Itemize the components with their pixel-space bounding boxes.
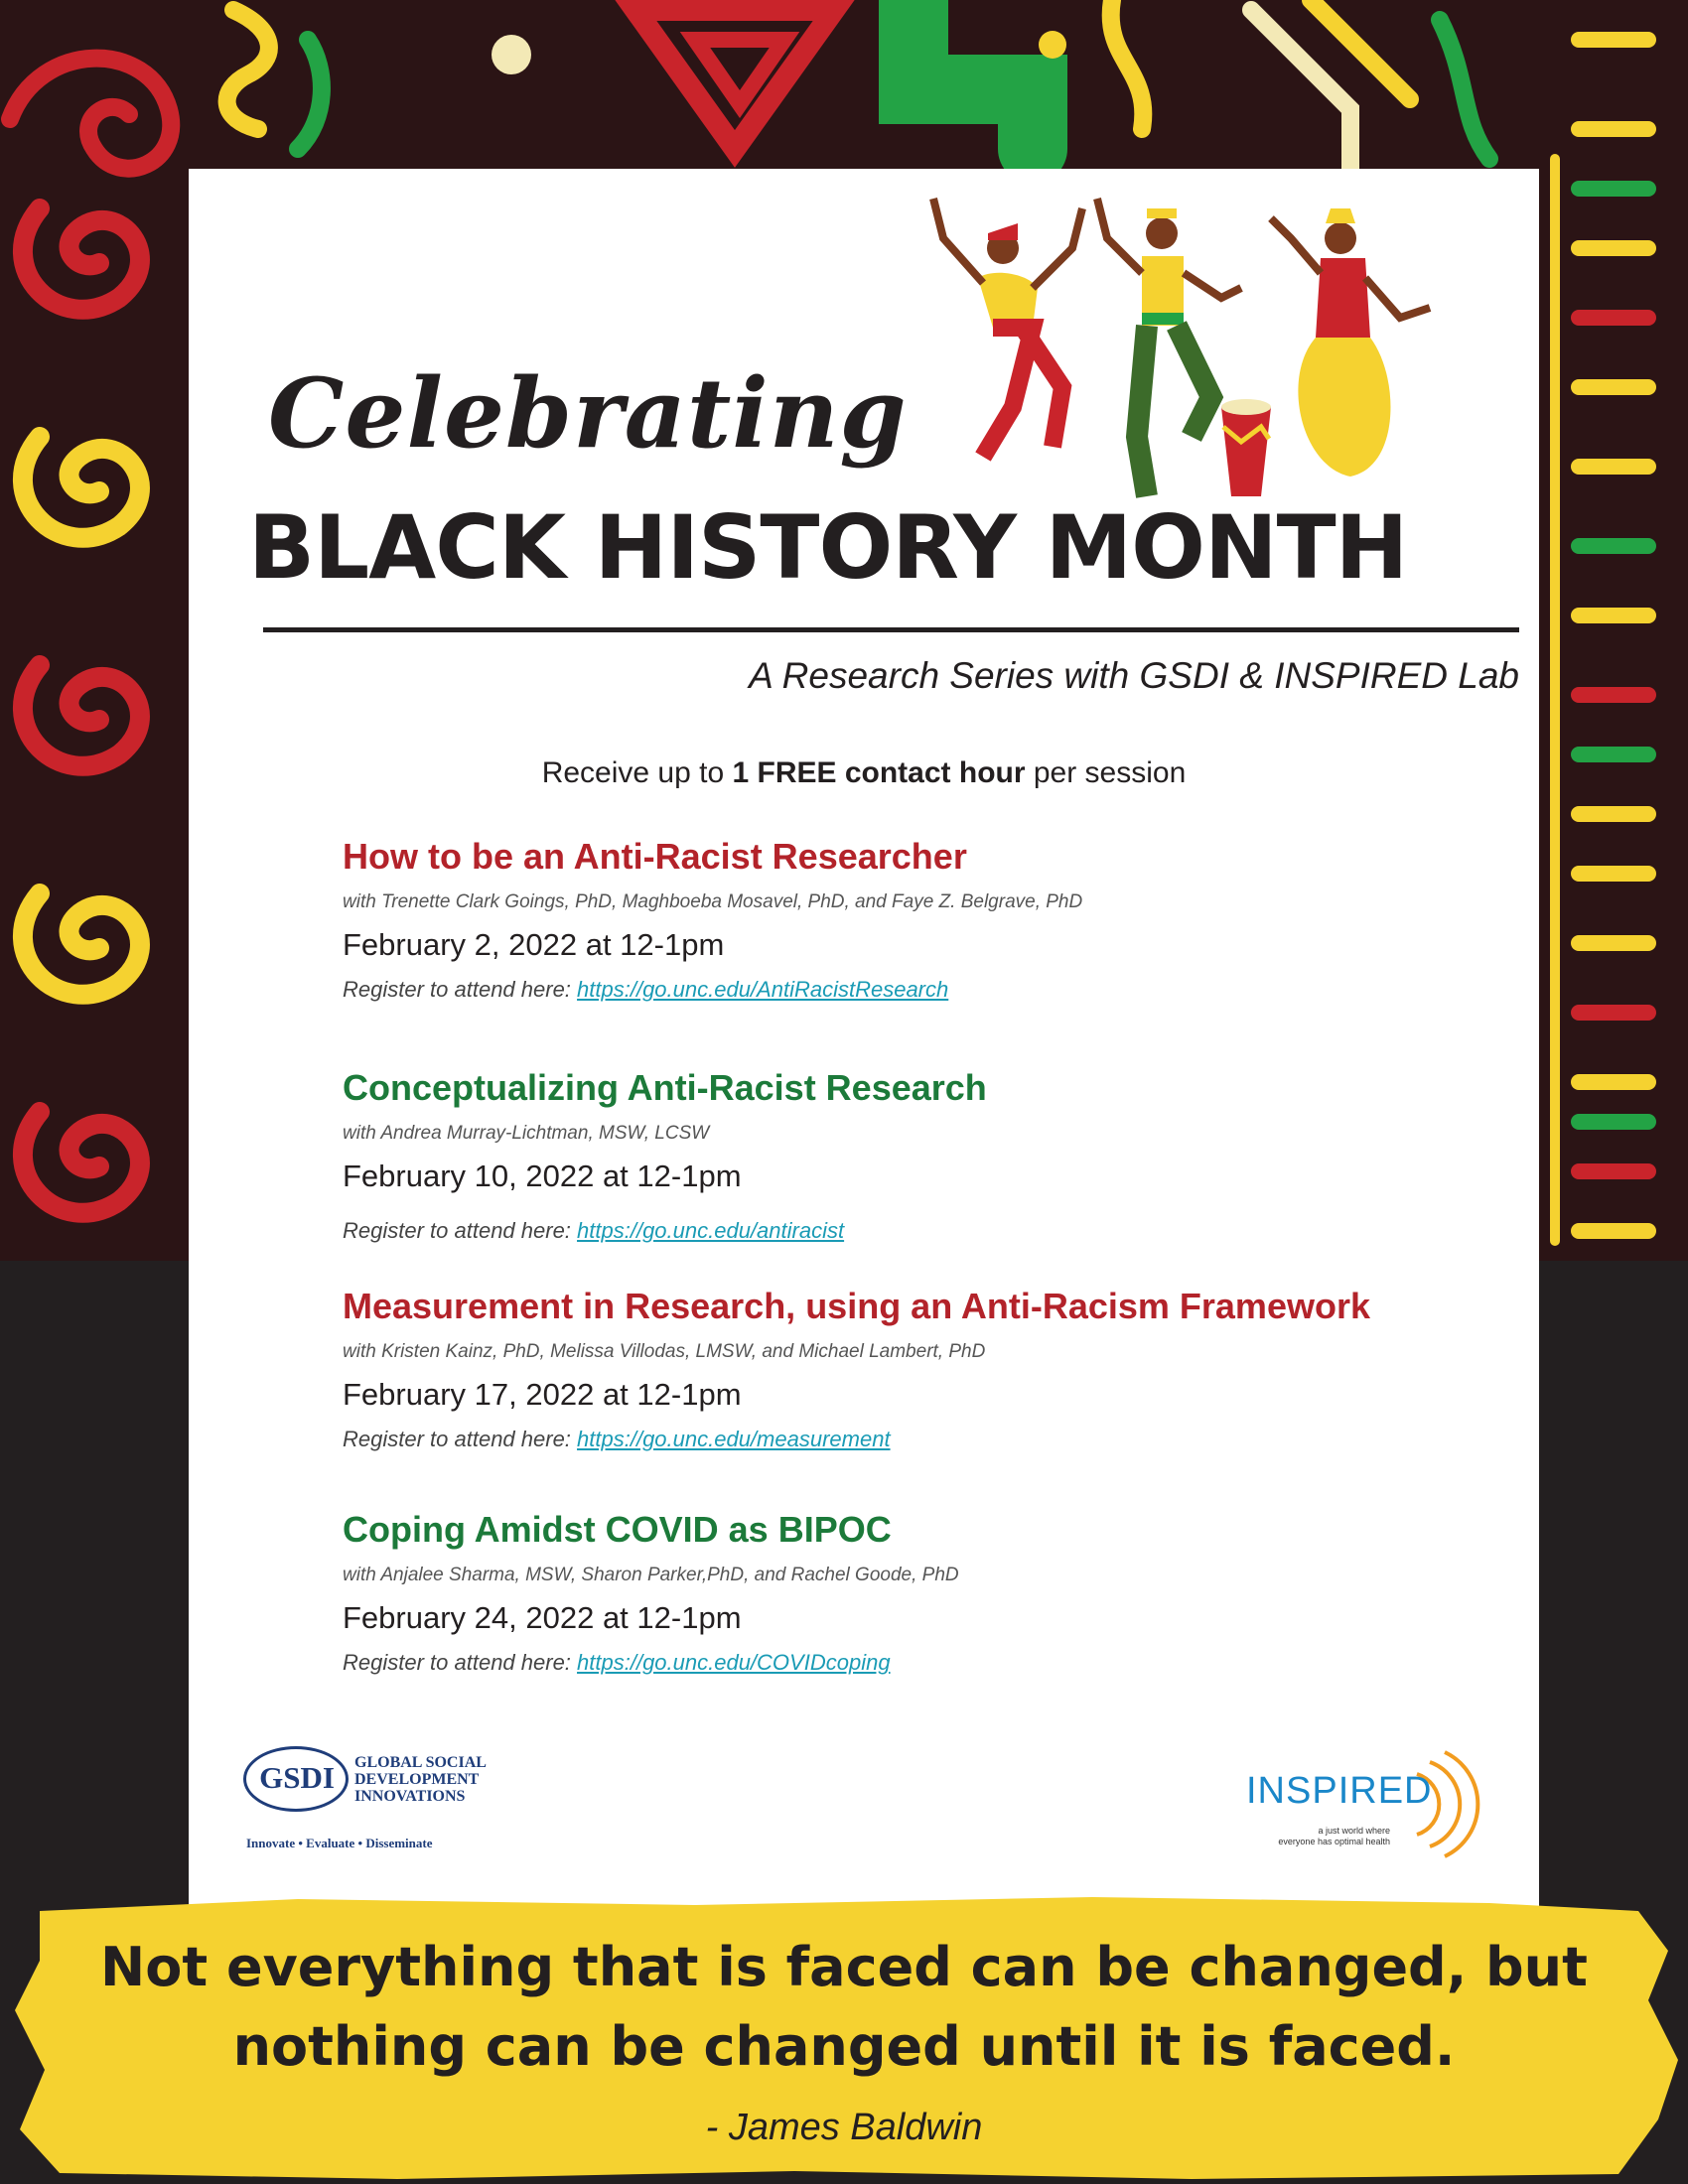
- register-label: Register to attend here:: [343, 977, 578, 1002]
- session-2: [343, 1067, 1484, 1244]
- quote-line1: Not everything that is faced can be changed, but: [100, 1936, 1588, 1998]
- session-presenters: with Trenette Clark Goings, PhD, Maghboeba Mosavel, PhD, and Faye Z. Belgrave, PhD: [343, 891, 1083, 912]
- gsdi-name-line1: GLOBAL SOCIAL: [354, 1754, 487, 1771]
- inspired-tagline: [1246, 1826, 1390, 1847]
- gsdi-name: [354, 1754, 533, 1805]
- session-date: February 17, 2022 at 12-1pm: [343, 1377, 742, 1412]
- dancers-illustration: [923, 179, 1440, 516]
- session-presenters: with Anjalee Sharma, MSW, Sharon Parker,PhD, and Rachel Goode, PhD: [343, 1565, 959, 1585]
- dancer-3: [1271, 208, 1430, 477]
- session-register: [343, 1218, 1484, 1244]
- session-date: February 24, 2022 at 12-1pm: [343, 1600, 742, 1635]
- register-link[interactable]: https://go.unc.edu/antiracist: [577, 1218, 845, 1243]
- quote-line2: nothing can be changed until it is faced.: [232, 2015, 1456, 2078]
- session-register: [343, 1650, 1484, 1676]
- script-title: Celebrating: [268, 357, 908, 470]
- session-4: [343, 1509, 1484, 1676]
- page-title: BLACK HISTORY MONTH: [248, 496, 1408, 599]
- notice-highlight: 1 FREE contact hour: [732, 756, 1026, 789]
- register-link[interactable]: https://go.unc.edu/measurement: [577, 1427, 891, 1451]
- inspired-wordmark: INSPIRED: [1246, 1770, 1433, 1812]
- gsdi-name-line3: INNOVATIONS: [354, 1788, 466, 1805]
- quote-author: - James Baldwin: [705, 2107, 983, 2148]
- gsdi-logo: [243, 1742, 531, 1861]
- contact-hour-notice: [189, 756, 1539, 790]
- session-title: Measurement in Research, using an Anti-Racism Framework: [343, 1286, 1370, 1326]
- flyer-card: [189, 169, 1539, 1956]
- session-title: How to be an Anti-Racist Researcher: [343, 836, 967, 877]
- session-presenters: with Andrea Murray-Lichtman, MSW, LCSW: [343, 1123, 710, 1144]
- register-link[interactable]: https://go.unc.edu/COVIDcoping: [577, 1650, 891, 1675]
- session-date: February 10, 2022 at 12-1pm: [343, 1159, 742, 1193]
- session-register: [343, 1427, 1484, 1452]
- gsdi-name-line2: DEVELOPMENT: [354, 1771, 480, 1788]
- register-label: Register to attend here:: [343, 1427, 578, 1451]
- dancer-2: [1097, 199, 1241, 496]
- dancer-1: [933, 199, 1082, 457]
- session-title: Coping Amidst COVID as BIPOC: [343, 1509, 892, 1550]
- register-link[interactable]: https://go.unc.edu/AntiRacistResearch: [577, 977, 949, 1002]
- title-underline: [263, 627, 1519, 632]
- notice-suffix: per session: [1025, 756, 1187, 789]
- session-title: Conceptualizing Anti-Racist Research: [343, 1067, 987, 1108]
- session-1: [343, 836, 1484, 1003]
- session-3: [343, 1286, 1484, 1452]
- register-label: Register to attend here:: [343, 1650, 578, 1675]
- session-date: February 2, 2022 at 12-1pm: [343, 927, 725, 962]
- session-register: [343, 977, 1484, 1003]
- gsdi-tagline: Innovate • Evaluate • Disseminate: [246, 1836, 433, 1850]
- inspired-tagline-line2: everyone has optimal health: [1278, 1837, 1390, 1846]
- inspired-tagline-line1: a just world where: [1318, 1826, 1390, 1836]
- session-presenters: with Kristen Kainz, PhD, Melissa Villodas, LMSW, and Michael Lambert, PhD: [343, 1341, 986, 1362]
- register-label: Register to attend here:: [343, 1218, 578, 1243]
- notice-prefix: Receive up to: [541, 756, 733, 789]
- subtitle: A Research Series with GSDI & INSPIRED Lab: [749, 655, 1519, 696]
- drum: [1221, 399, 1271, 496]
- inspired-logo: [1246, 1742, 1504, 1861]
- quote-text: [0, 1928, 1688, 2087]
- gsdi-abbr: GSDI: [259, 1760, 335, 1795]
